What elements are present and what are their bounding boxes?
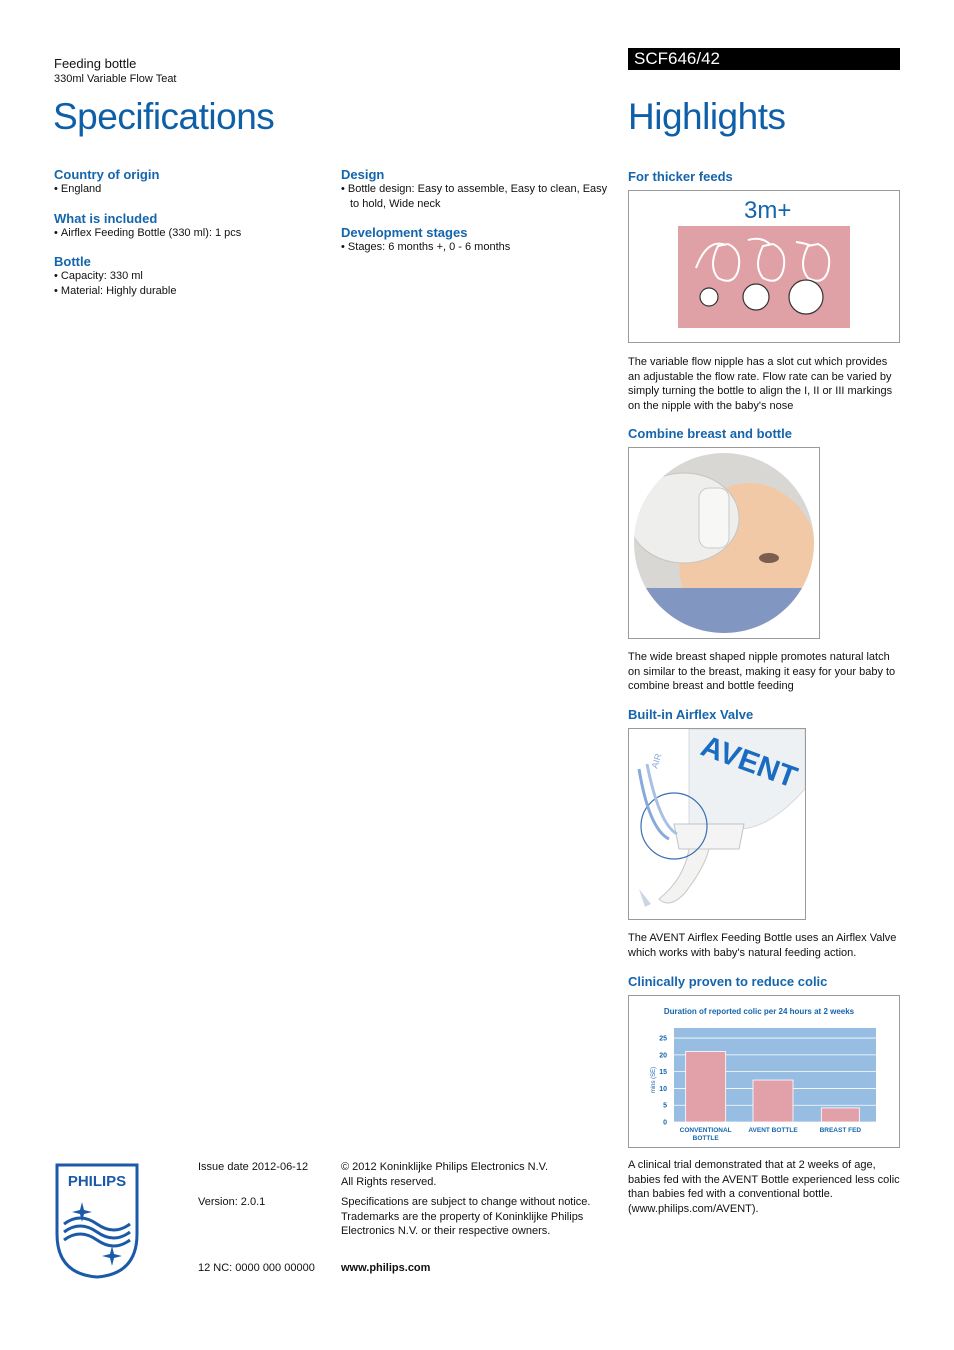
highlight-text-airflex: The AVENT Airflex Feeding Bottle uses an Airflex Valve which works with baby's natural feeding action.: [628, 932, 897, 959]
x-category-label: AVENT BOTTLE: [748, 1127, 798, 1134]
version: Version: 2.0.1: [198, 1196, 266, 1208]
highlight-heading-combine: Combine breast and bottle: [628, 426, 792, 441]
baby-feeding-illustration: [629, 448, 819, 638]
spec-design: [341, 167, 613, 212]
spec-heading: Development stages: [341, 225, 468, 240]
nc-number: 12 NC: 0000 000 00000: [198, 1262, 315, 1274]
issue-date: Issue date 2012-06-12: [198, 1161, 309, 1173]
x-category-label: CONVENTIONAL: [679, 1127, 732, 1134]
model-number: SCF646/42: [628, 48, 900, 70]
highlight-heading-colic: Clinically proven to reduce colic: [628, 974, 828, 989]
philips-shield-icon: [54, 1162, 140, 1280]
avent-label: AVENT: [696, 729, 802, 795]
copyright-line-1: © 2012 Koninklijke Philips Electronics N.V.: [341, 1161, 549, 1173]
spec-included: [54, 211, 324, 241]
bar: [821, 1108, 859, 1122]
spec-bottle: [54, 254, 324, 299]
bar: [686, 1052, 726, 1123]
spec-heading: What is included: [54, 211, 158, 226]
logo-wordmark: PHILIPS: [67, 1173, 127, 1190]
bar: [753, 1080, 793, 1122]
highlight-heading-airflex: Built-in Airflex Valve: [628, 707, 754, 722]
y-tick-label: 15: [659, 1069, 667, 1077]
colic-bar-chart: [629, 996, 899, 1147]
spec-item: • Capacity: 330 ml: [54, 269, 324, 284]
baby-feeding-photo: [628, 447, 820, 639]
highlights-title: Highlights: [628, 96, 786, 137]
philips-logo: [54, 1162, 140, 1280]
spec-item: • Airflex Feeding Bottle (330 ml): 1 pcs: [54, 226, 324, 241]
y-tick-label: 10: [659, 1085, 667, 1093]
spec-heading: Design: [341, 167, 385, 182]
age-badge: 3m+: [744, 197, 792, 224]
nipple-flow-illustration: [678, 226, 850, 328]
airflex-valve-image: [628, 728, 806, 920]
spec-stages: [341, 225, 613, 255]
product-name: Feeding bottle: [54, 56, 137, 71]
y-axis-label: mins (SE): [651, 1066, 657, 1094]
spec-item: • Stages: 6 months +, 0 - 6 months: [341, 240, 613, 255]
y-tick-label: 5: [663, 1102, 667, 1110]
legal-notice: Specifications are subject to change without notice. Trademarks are the property of Koninklijke Philips Electronics N.V. or their respective owners.: [341, 1196, 591, 1237]
spec-item: • Bottle design: Easy to assemble, Easy to clean, Easy to hold, Wide neck: [341, 182, 613, 212]
x-category-label: BOTTLE: [692, 1135, 719, 1142]
y-tick-label: 25: [659, 1035, 667, 1043]
chart-title: Duration of reported colic per 24 hours at 2 weeks: [663, 1007, 855, 1016]
spec-country: [54, 167, 324, 197]
highlight-heading-thicker-feeds: For thicker feeds: [628, 169, 733, 184]
variable-flow-image: [628, 190, 900, 343]
spec-heading: Country of origin: [54, 167, 160, 182]
specifications-title: Specifications: [53, 96, 275, 137]
spec-item: • Material: Highly durable: [54, 284, 324, 299]
airflex-valve-illustration: [629, 729, 805, 919]
highlight-text-thicker-feeds: The variable flow nipple has a slot cut which provides an adjustable the flow rate. Flow rate can be varied by simply turning the bottle to align the I, II or III markings on the nipple with the baby's nose: [628, 356, 893, 412]
x-category-label: BREAST FED: [819, 1127, 862, 1134]
y-tick-label: 0: [663, 1119, 667, 1127]
product-subtitle: 330ml Variable Flow Teat: [54, 73, 177, 85]
philips-website-link[interactable]: www.philips.com: [341, 1262, 431, 1274]
copyright: [341, 1160, 603, 1189]
y-tick-label: 20: [659, 1052, 667, 1060]
copyright-line-2: All Rights reserved.: [341, 1175, 437, 1188]
air-label: AIR: [649, 752, 664, 770]
highlight-text-colic: A clinical trial demonstrated that at 2 weeks of age, babies fed with the AVENT Bottle experienced less colic than babies fed with a conventional bottle. (www.philips.com/AVENT).: [628, 1159, 900, 1215]
spec-heading: Bottle: [54, 254, 91, 269]
spec-item: • England: [54, 182, 324, 197]
colic-chart-frame: [628, 995, 900, 1148]
highlight-text-combine: The wide breast shaped nipple promotes natural latch on similar to the breast, making it easy for your baby to combine breast and bottle feeding: [628, 651, 896, 692]
